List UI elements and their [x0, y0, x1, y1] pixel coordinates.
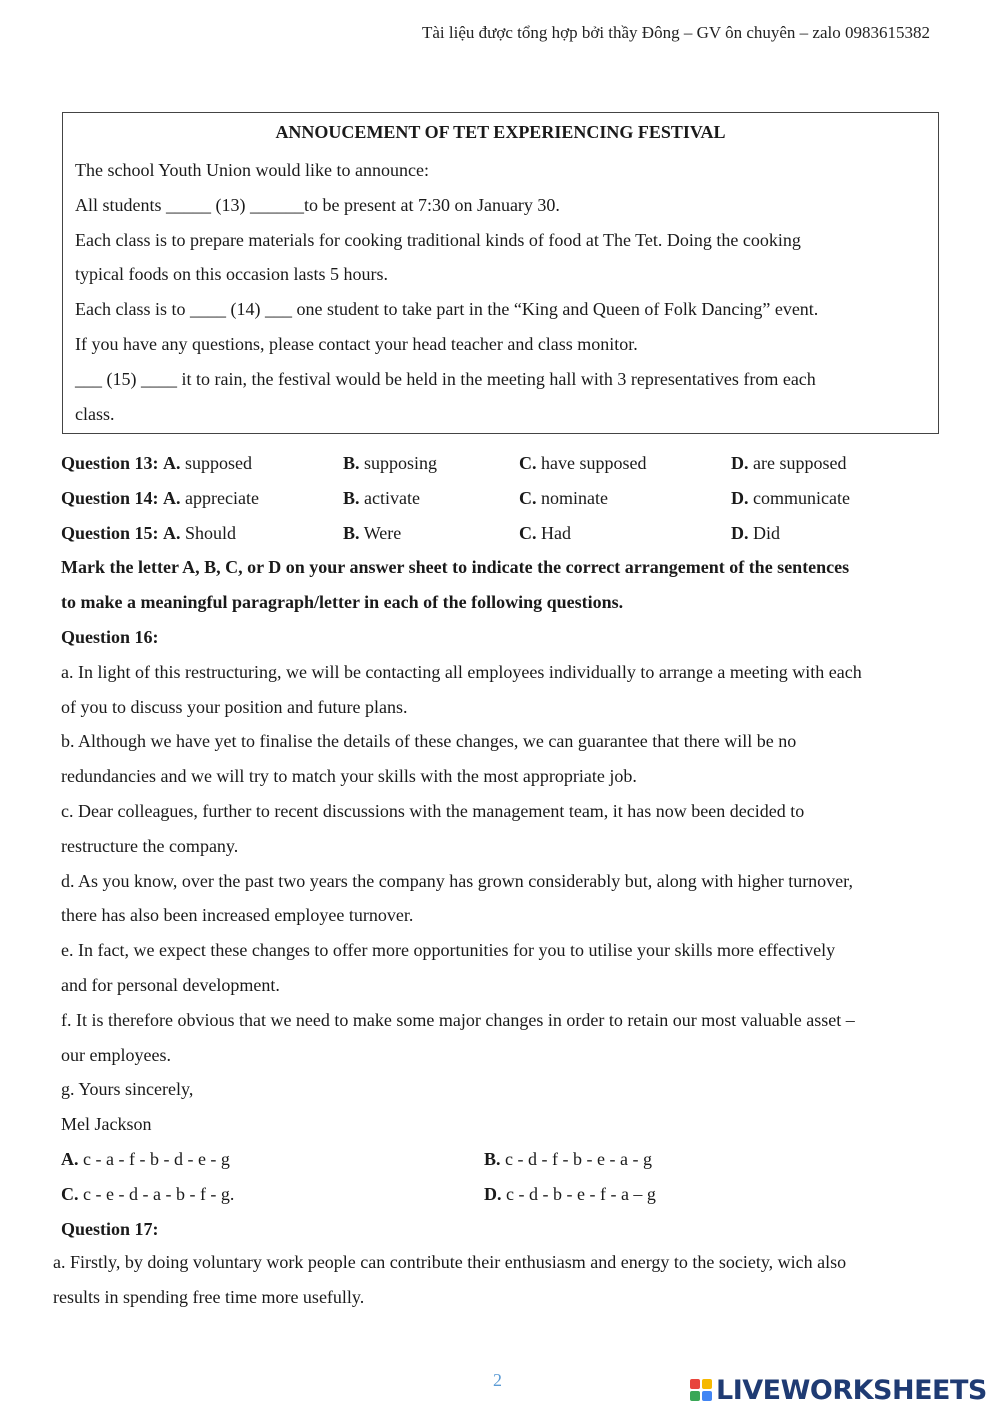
- option-b[interactable]: supposing: [364, 453, 438, 473]
- question-17-label: [61, 1212, 945, 1247]
- sentence-line: d. As you know, over the past two years the company has grown considerably but, along with higher turnover,: [61, 870, 853, 891]
- option-d[interactable]: Did: [753, 522, 780, 543]
- sentence-line: results in spending free time more usefully.: [53, 1286, 365, 1307]
- option-d[interactable]: communicate: [753, 487, 850, 508]
- option-letter: C.: [519, 522, 537, 543]
- option-letter: A.: [163, 487, 181, 508]
- question-label: Question 15:: [61, 522, 159, 543]
- sentence-line: redundancies and we will try to match your skills with the most appropriate job.: [61, 766, 637, 787]
- question-17-body: [53, 1245, 948, 1315]
- sentence-line: of you to discuss your position and future plans.: [61, 696, 408, 717]
- brand-name: LIVEWORKSHEETS: [716, 1374, 987, 1406]
- sentence-line: and for personal development.: [61, 974, 280, 995]
- option-letter: B.: [343, 522, 360, 543]
- instruction-text: to make a meaningful paragraph/letter in each of the following questions.: [61, 592, 624, 613]
- logo-square-icon: [702, 1379, 712, 1389]
- logo-square-icon: [690, 1391, 700, 1401]
- header-note: Tài liệu được tổng hợp bởi thầy Đông – GV ôn chuyên – zalo 0983615382: [421, 23, 930, 42]
- liveworksheets-icon: [690, 1379, 712, 1401]
- sentence-line: b. Although we have yet to finalise the details of these changes, we can guarantee that there will be no: [61, 731, 797, 752]
- question-15-row: [61, 516, 945, 551]
- option-a[interactable]: Should: [185, 522, 237, 543]
- announcement-line: The school Youth Union would like to announce:: [75, 160, 429, 180]
- sentence-line: g. Yours sincerely,: [61, 1079, 194, 1100]
- logo-square-icon: [702, 1391, 712, 1401]
- question-14-row: [61, 481, 945, 516]
- option-letter: A.: [61, 1148, 79, 1169]
- option-c[interactable]: c - e - d - a - b - f - g.: [83, 1183, 235, 1204]
- option-letter: C.: [519, 487, 537, 508]
- question-16-options-row: [61, 1142, 945, 1177]
- question-16-options-row: [61, 1177, 945, 1212]
- option-letter: D.: [731, 487, 749, 508]
- sentence-line: there has also been increased employee turnover.: [61, 905, 414, 926]
- option-a[interactable]: appreciate: [185, 487, 259, 508]
- announcement-box: [62, 112, 939, 434]
- option-letter: B.: [484, 1148, 501, 1169]
- logo-square-icon: [690, 1379, 700, 1389]
- option-d[interactable]: are supposed: [753, 453, 847, 473]
- announcement-line: Each class is to prepare materials for cooking traditional kinds of food at The Tet. Doing the cooking: [75, 229, 801, 250]
- question-label: Question 14:: [61, 487, 159, 508]
- announcement-line: All students _____ (13) ______to be present at 7:30 on January 30.: [75, 194, 560, 215]
- option-letter: C.: [61, 1183, 79, 1204]
- option-letter: D.: [731, 522, 749, 543]
- option-letter: C.: [519, 453, 537, 473]
- announcement-line: ___ (15) ____ it to rain, the festival would be held in the meeting hall with 3 representatives from each: [75, 368, 816, 389]
- question-13-row: [61, 446, 945, 481]
- option-b[interactable]: Were: [363, 522, 402, 543]
- question-label: Question 17:: [61, 1218, 159, 1239]
- instruction-text: Mark the letter A, B, C, or D on your answer sheet to indicate the correct arrangement of the sentences: [61, 557, 850, 578]
- sentence-line: our employees.: [61, 1044, 171, 1065]
- sentence-line: f. It is therefore obvious that we need to make some major changes in order to retain our most valuable asset –: [61, 1009, 855, 1030]
- announcement-line: class.: [75, 403, 115, 424]
- announcement-line: typical foods on this occasion lasts 5 hours.: [75, 264, 388, 285]
- question-label: Question 13:: [61, 453, 159, 473]
- announcement-line: If you have any questions, please contact your head teacher and class monitor.: [75, 333, 638, 354]
- option-letter: D.: [484, 1183, 502, 1204]
- announcement-title: ANNOUCEMENT OF TET EXPERIENCING FESTIVAL: [275, 122, 726, 142]
- question-16-label: [61, 620, 945, 655]
- option-letter: D.: [731, 453, 749, 473]
- page-number: 2: [493, 1370, 502, 1390]
- sentence-line: e. In fact, we expect these changes to offer more opportunities for you to utilise your skills more effectively: [61, 940, 836, 961]
- sentence-line: c. Dear colleagues, further to recent discussions with the management team, it has now been decided to: [61, 800, 805, 821]
- option-letter: A.: [163, 522, 181, 543]
- option-c[interactable]: Had: [541, 522, 571, 543]
- option-c[interactable]: have supposed: [541, 453, 647, 473]
- questions-section: [61, 446, 945, 1246]
- sentence-line: restructure the company.: [61, 835, 239, 856]
- option-c[interactable]: nominate: [541, 487, 608, 508]
- option-b[interactable]: c - d - f - b - e - a - g: [505, 1148, 652, 1169]
- question-label: Question 16:: [61, 626, 159, 647]
- instruction-line: [61, 585, 945, 620]
- option-a[interactable]: supposed: [185, 453, 253, 473]
- option-letter: A.: [163, 453, 181, 473]
- option-a[interactable]: c - a - f - b - d - e - g: [83, 1148, 230, 1169]
- sentence-line: Mel Jackson: [61, 1114, 152, 1135]
- sentence-line: a. In light of this restructuring, we will be contacting all employees individually to arrange a meeting with each: [61, 661, 862, 682]
- option-b[interactable]: activate: [364, 487, 420, 508]
- option-letter: B.: [343, 453, 360, 473]
- liveworksheets-logo[interactable]: [690, 1374, 987, 1406]
- option-letter: B.: [343, 487, 360, 508]
- sentence-line: a. Firstly, by doing voluntary work people can contribute their enthusiasm and energy to the society, wich also: [53, 1252, 847, 1272]
- announcement-line: Each class is to ____ (14) ___ one student to take part in the “King and Queen of Folk Dancing” event.: [75, 299, 819, 320]
- option-d[interactable]: c - d - b - e - f - a – g: [506, 1183, 656, 1204]
- instruction-line: [61, 550, 945, 585]
